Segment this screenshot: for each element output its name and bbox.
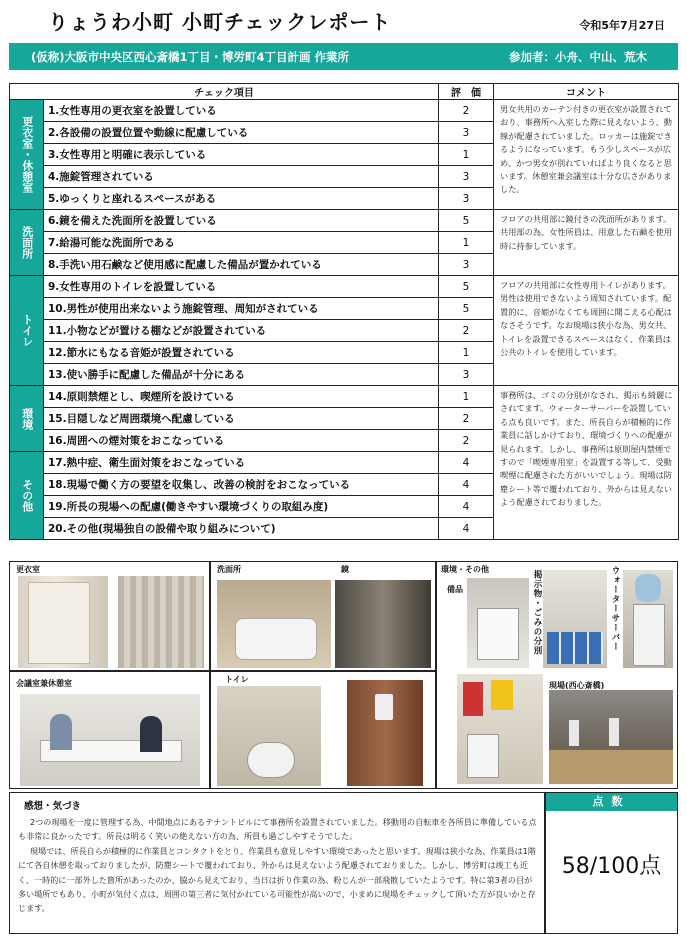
score-cell: 1 [439,232,494,254]
locker-photo [18,576,108,668]
category-2: トイレ [10,276,44,386]
comment-cell: フロアの共用部に女性専用トイレがあります。男性は使用できないよう周知されています。配置的に、音姫がなくても周囲に聞こえる心配はなさそうです。なお現場は狭小な為、男女共、トイレを設置できるスペースはなく、作業員は公共のトイレを使用しています。 [494,276,679,386]
score-box [545,792,678,934]
score-cell: 1 [439,342,494,364]
score-cell: 1 [439,386,494,408]
photo-toilet [210,671,436,789]
photo-label-kouishitsu: 更衣室 [16,565,40,574]
score-cell: 5 [439,276,494,298]
check-item: 18.現場で働く方の要望を収集し、改善の検討をおこなっている [44,474,439,496]
score-cell: 3 [439,122,494,144]
participants: 参加者：小舟、中山、荒木 [509,50,647,64]
curtain-photo [118,576,204,668]
comment-cell: フロアの共用部に鏡付きの洗面所があります。共用部の為、女性所員は、用意した石鹸を使用時に持参しています。 [494,210,679,276]
category-3: 環境 [10,386,44,452]
check-item: 9.女性専用のトイレを設置している [44,276,439,298]
check-item: 11.小物などが置ける棚などが設置されている [44,320,439,342]
score-cell: 4 [439,474,494,496]
report-title: りょうわ小町 小町チェックレポート [48,10,392,34]
photo-kaigishitsu [9,671,210,789]
check-item: 3.女性専用と明確に表示している [44,144,439,166]
bins-photo [543,570,607,668]
check-item: 15.目隠しなど周囲環境へ配慮している [44,408,439,430]
check-item: 17.熱中症、衛生面対策をおこなっている [44,452,439,474]
site-name: (仮称)大阪市中央区西心斎橋1丁目・博労町4丁目計画 作業所 [31,50,350,64]
sink-photo [217,580,331,668]
site-photo [549,690,673,784]
check-item: 14.原則禁煙とし、喫煙所を設けている [44,386,439,408]
photo-label-keiji: 掲示物・ごみの分別 [532,570,542,656]
score-cell: 3 [439,188,494,210]
water-server-photo [623,570,673,668]
impressions-paragraph-1: 2つの現場を一度に管理する為、中間地点にあるテナントビルにて事務所を設置されていました。移動用の自転車を各所員に準備している点も非常に良かったです。所長は明るく笑いの絶えない方の為、所員も過ごしやすそうでした。 [18,817,537,842]
check-table [9,83,679,540]
photo-senmenjo [210,561,436,671]
impressions-paragraph-2: 現場では、所長自らが積極的に作業員とコンタクトをとり、作業員も意見しやすい環境であったと思います。現場は狭小な為、作業員は1階にて各自休憩を取っておりましたが、防塵シートで覆われており、外からは見えないよう配慮されておりました。しかし、博労町は竣工も近く、一時的に一部外した箇所があったのか、脇から見えており、当日は折り作業の為、粉じんが一部飛散していたようです。特に第3者の目が多い場所でもあり、小町が気付く点は、周囲の第三者に気付かれている可能性が高いので、小まめに現場をチェックして頂いた方が良いかと存じます。 [18,846,536,914]
photo-label-kagami: 鏡 [341,565,349,574]
check-item: 8.手洗い用石鹸など使用感に配慮した備品が置かれている [44,254,439,276]
score-cell: 2 [439,100,494,122]
photo-label-toilet: トイレ [225,675,249,684]
comment-cell: 事務所は、ゴミの分別がなされ、掲示も綺麗にされてます。ウォーターサーバーを設置している点も良いです。また、所長自らが積極的に作業員に話しかけており、環境づくりへの配慮が見られます。しかし、事務所は原則屋内禁煙ですので「喫煙専用室」を設置する等して、受動喫煙に配慮された方がいいでしょう。現場は防塵シート等で覆われており、外からは見えないよう配慮されておりました。 [494,386,679,540]
check-item: 5.ゆっくりと座れるスペースがある [44,188,439,210]
score-cell: 2 [439,320,494,342]
site-banner [9,43,678,70]
score-heading: 点数 [546,793,677,811]
category-1: 洗面所 [10,210,44,276]
report-date: 令和5年7月27日 [579,19,665,32]
photo-label-genba: 現場(西心斎橋) [549,681,605,690]
photo-section [9,561,678,789]
comment-cell: 男女共用のカーテン付きの更衣室が設置されており、事務所へ入室した際に見えないよう、動線が配慮されていました。ロッカーは施錠できるようになっています。もう少しスペースが広め、かつ男女が別れていればより良くなると思います。休憩室兼会議室は十分な広さがありました。 [494,100,679,210]
photo-label-kaigishitsu: 会議室兼休憩室 [16,679,72,688]
table-row [10,210,679,232]
score-cell: 1 [439,144,494,166]
mirror-photo [335,580,431,668]
score-cell: 5 [439,298,494,320]
col-score-header: 評 価 [439,84,494,100]
toilet-door-photo [347,680,423,786]
table-row [10,386,679,408]
toilet-photo [217,686,321,786]
check-item: 19.所長の現場への配慮(働きやすい環境づくりの取組み度) [44,496,439,518]
category-4: その他 [10,452,44,540]
score-cell: 4 [439,518,494,540]
check-item: 6.鏡を備えた洗面所を設置している [44,210,439,232]
check-item: 7.給湯可能な洗面所である [44,232,439,254]
fridge-photo [467,578,529,668]
score-cell: 3 [439,166,494,188]
photo-label-water: ウォーターサーバー [610,566,620,652]
impressions-box [9,792,545,934]
meeting-room-photo [20,694,200,786]
score-cell: 3 [439,364,494,386]
check-item: 10.男性が使用出来ないよう施錠管理、周知がされている [44,298,439,320]
category-0: 更衣室・休憩室 [10,100,44,210]
photo-label-bihin: 備品 [447,585,463,594]
check-item: 16.周囲への煙対策をおこなっている [44,430,439,452]
summary-section [9,792,678,936]
photo-label-senmenjo: 洗面所 [217,565,241,574]
score-cell: 2 [439,408,494,430]
score-cell: 2 [439,430,494,452]
score-cell: 3 [439,254,494,276]
check-item: 13.使い勝手に配慮した備品が十分にある [44,364,439,386]
photo-kankyo [436,561,678,789]
check-item: 20.その他(現場独自の設備や取り組みについて) [44,518,439,540]
col-comment-header: コメント [494,84,679,100]
check-item: 4.施錠管理されている [44,166,439,188]
check-item: 2.各設備の設置位置や動線に配慮している [44,122,439,144]
photo-kouishitsu [9,561,210,671]
table-row [10,276,679,298]
table-row [10,100,679,122]
score-cell: 5 [439,210,494,232]
col-item-header: チェック項目 [10,84,439,100]
supplies-photo [457,674,543,784]
check-item: 12.節水にもなる音姫が設置されている [44,342,439,364]
score-cell: 4 [439,496,494,518]
photo-label-kankyo: 環境・その他 [441,565,489,574]
score-cell: 4 [439,452,494,474]
score-value: 58/100点 [561,854,662,879]
impressions-heading: 感想・気づき [24,801,82,812]
check-item: 1.女性専用の更衣室を設置している [44,100,439,122]
